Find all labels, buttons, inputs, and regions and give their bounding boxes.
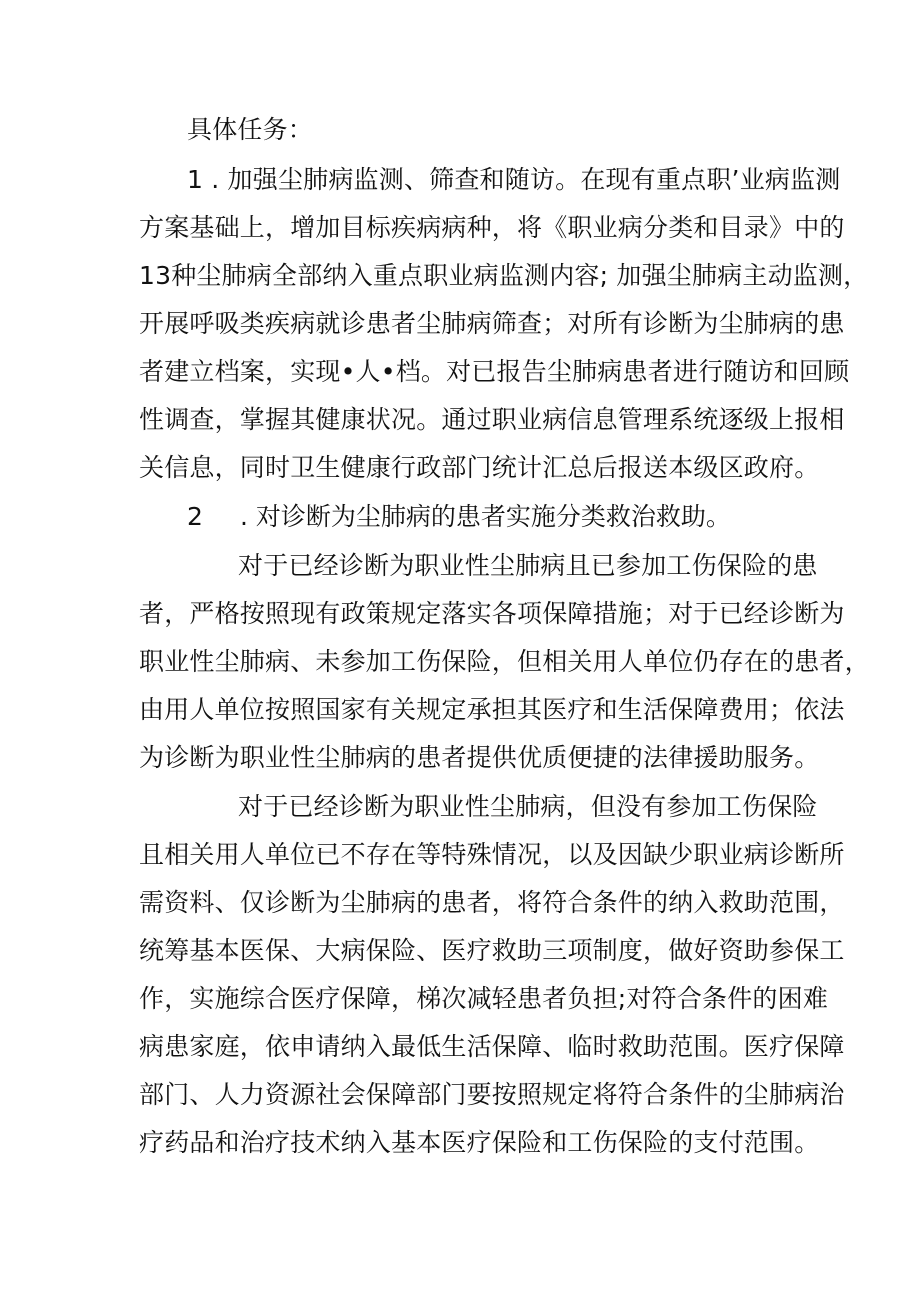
item2-title: . 对诊断为尘肺病的患者实施分类救治救助。	[240, 502, 731, 531]
item1-line-7: 关信息，同时卫生健康行政部门统计汇总后报送本级区政府。	[139, 453, 820, 482]
item1-line-5: 者建立档案，实现•人•档。对已报告尘肺病患者进行随访和回顾	[139, 357, 850, 386]
item1-line-2: 方案基础上，增加目标疾病病种，将《职业病分类和目录》中的	[139, 213, 845, 242]
para2-line-2: 且相关用人单位已不存在等特殊情况，以及因缺少职业病诊断所	[139, 840, 845, 869]
item1-line-4: 开展呼吸类疾病就诊患者尘肺病筛查；对所有诊断为尘肺病的患	[139, 309, 845, 338]
para1-line-5: 为诊断为职业性尘肺病的患者提供优质便捷的法律援助服务。	[139, 743, 820, 772]
para2-line-4: 统筹基本医保、大病保险、医疗救助三项制度，做好资助参保工	[139, 936, 845, 965]
item1-line-6: 性调查，掌握其健康状况。通过职业病信息管理系统逐级上报相	[139, 405, 845, 434]
para1-line-4: 由用人单位按照国家有关规定承担其医疗和生活保障费用；依法	[139, 695, 845, 724]
item2-number: 2	[187, 502, 203, 531]
para1-line-1: 对于已经诊断为职业性尘肺病且已参加工伤保险的患	[238, 551, 818, 580]
para1-line-3: 职业性尘肺病、未参加工伤保险，但相关用人单位仍存在的患者，	[139, 647, 870, 676]
item1-line-3: 13种尘肺病全部纳入重点职业病监测内容; 加强尘肺病主动监测，	[139, 261, 869, 290]
para2-line-1: 对于已经诊断为职业性尘肺病，但没有参加工伤保险	[238, 792, 818, 821]
para2-line-6: 病患家庭，依申请纳入最低生活保障、临时救助范围。医疗保障	[139, 1032, 845, 1061]
para2-line-7: 部门、人力资源社会保障部门要按照规定将符合条件的尘肺病治	[139, 1080, 845, 1109]
heading: 具体任务：	[187, 115, 314, 144]
para2-line-3: 需资料、仅诊断为尘肺病的患者，将符合条件的纳入救助范围，	[139, 888, 845, 917]
para1-line-2: 者，严格按照现有政策规定落实各项保障措施；对于已经诊断为	[139, 599, 845, 628]
para2-line-5: 作，实施综合医疗保障，梯次减轻患者负担;对符合条件的困难	[139, 984, 829, 1013]
item1-line-1: 1 . 加强尘肺病监测、筛查和随访。在现有重点职’业病监测	[187, 165, 841, 194]
para2-line-8: 疗药品和治疗技术纳入基本医疗保险和工伤保险的支付范围。	[139, 1128, 820, 1157]
